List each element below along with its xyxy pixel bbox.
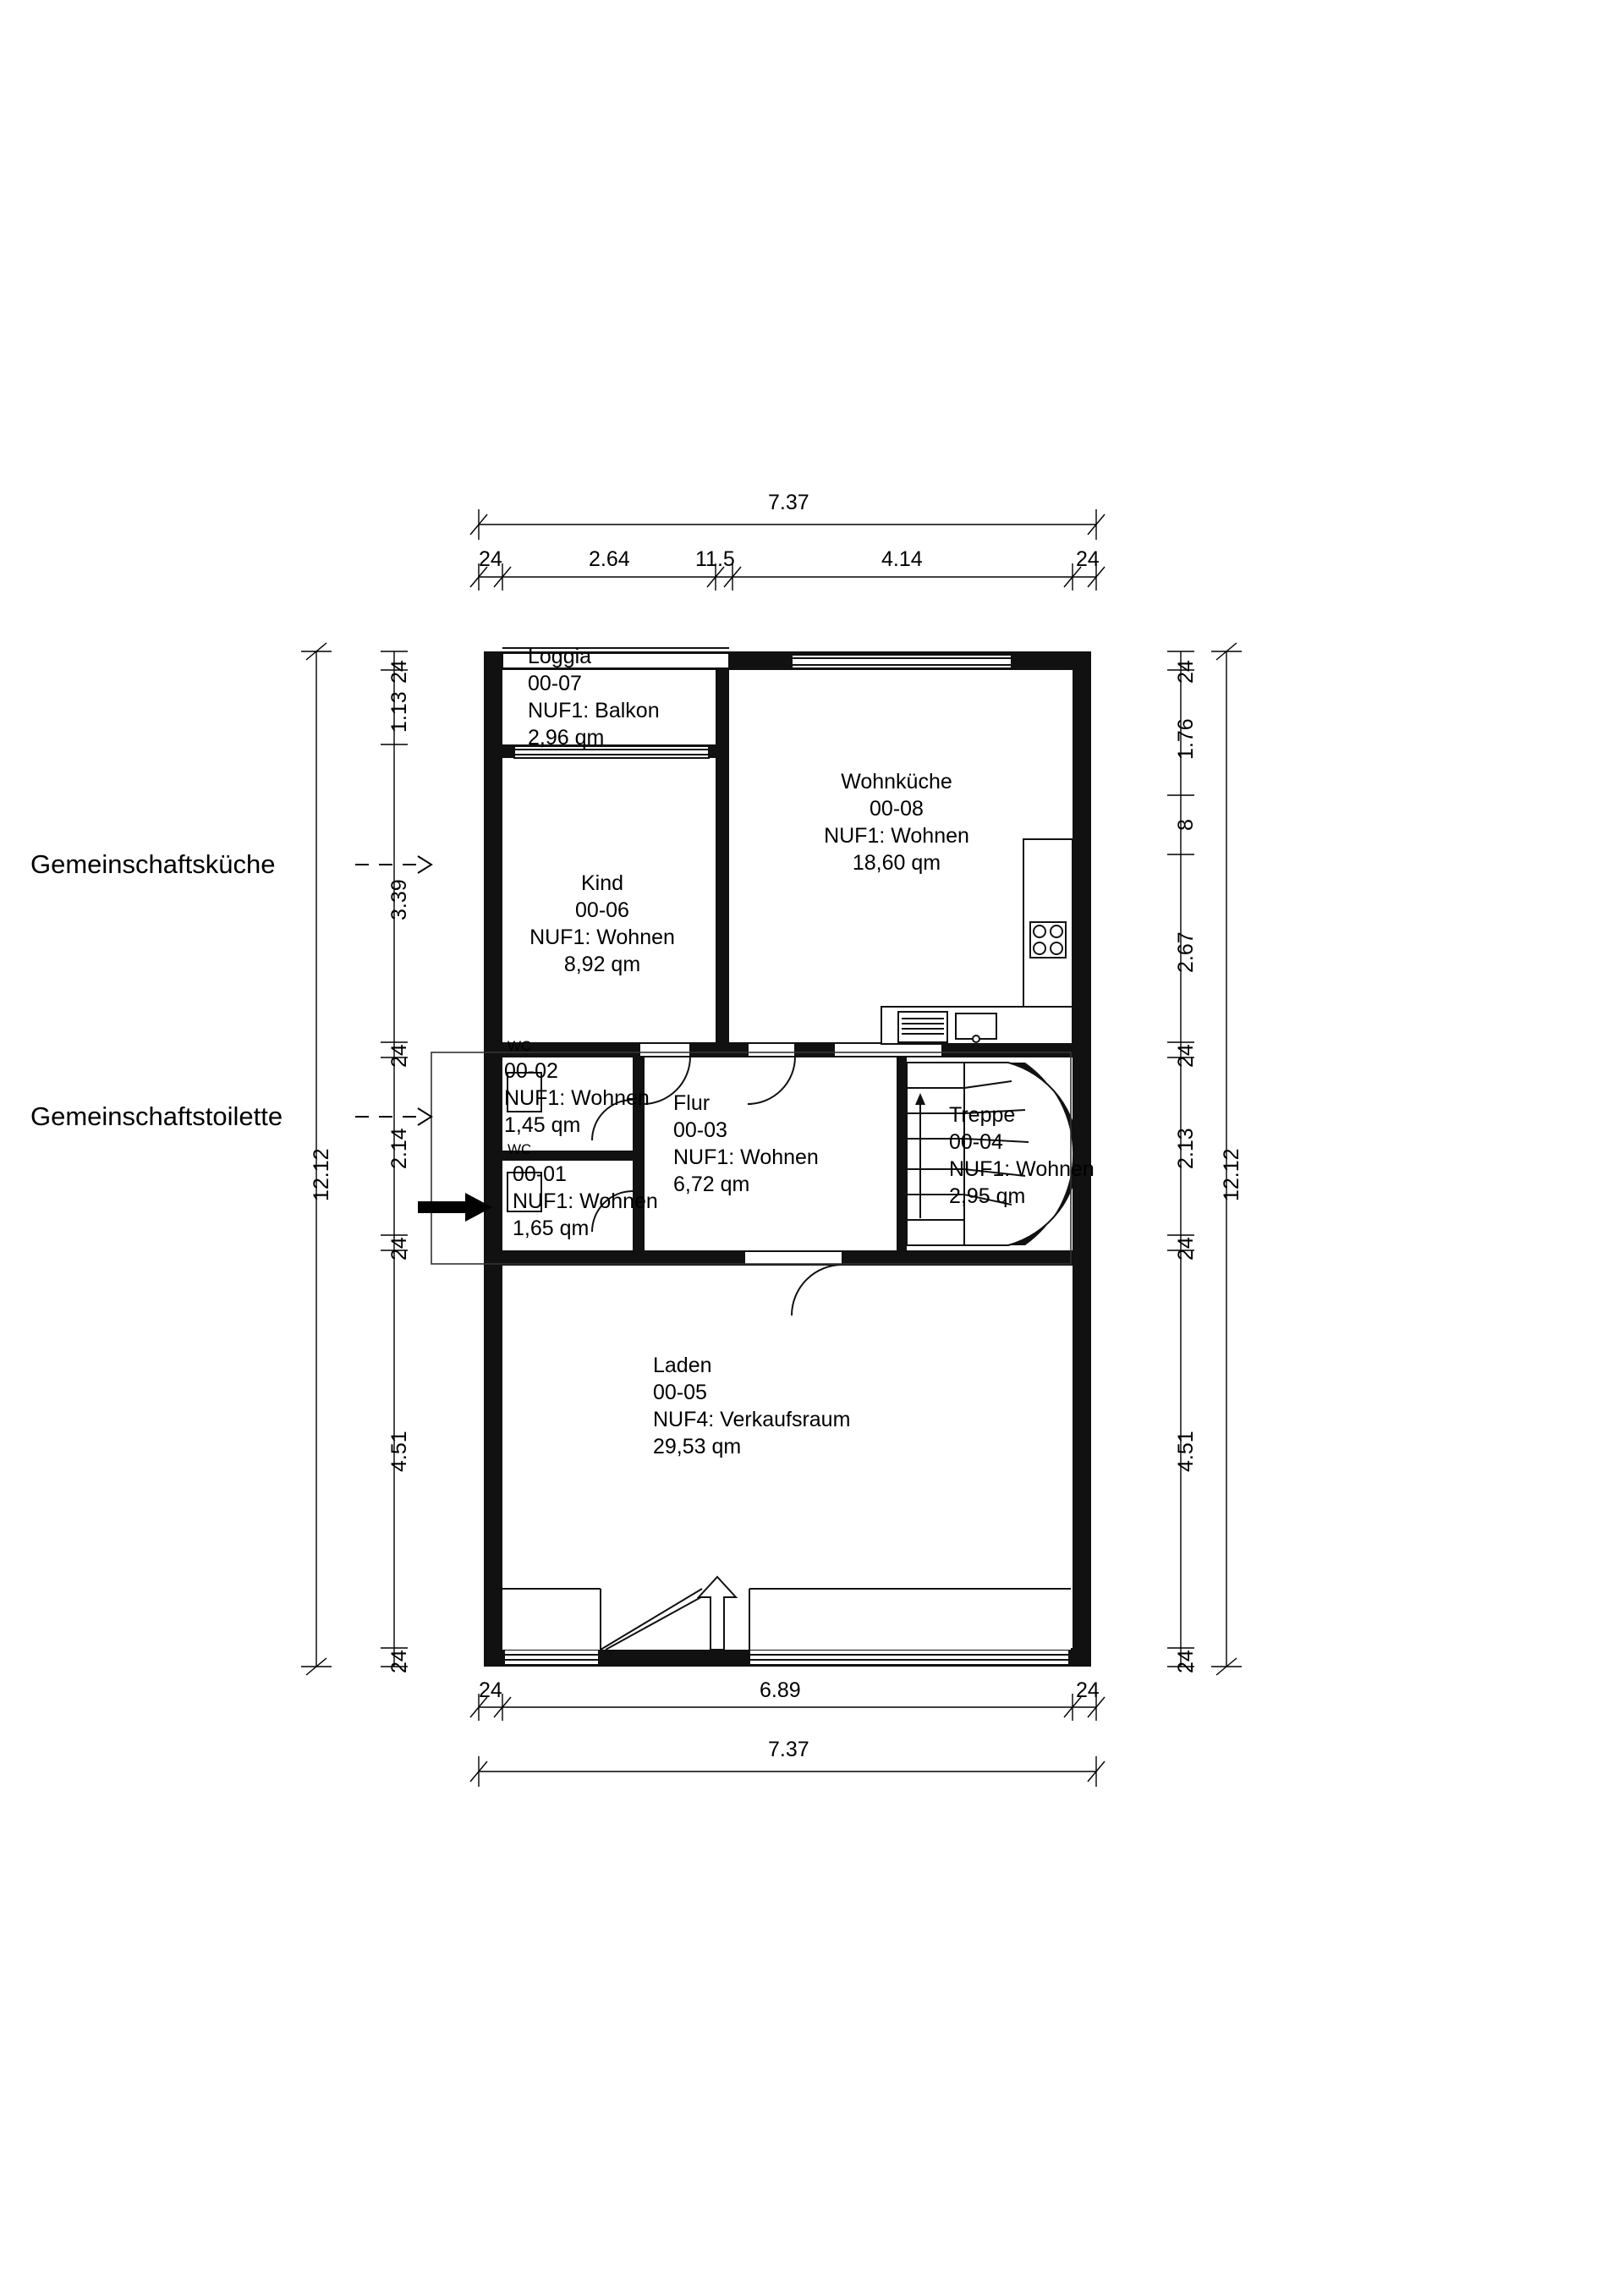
room-kind bbox=[475, 870, 729, 978]
room-flur-usage: NUF1: Wohnen bbox=[673, 1145, 819, 1169]
dim-left-2: 1.13 bbox=[387, 691, 411, 733]
dim-right-1: 24 bbox=[1174, 660, 1198, 684]
room-wc02-number: 00-02 bbox=[504, 1059, 558, 1083]
room-flur-area: 6,72 qm bbox=[673, 1173, 750, 1196]
dim-top-4: 4.14 bbox=[881, 547, 923, 571]
room-wohnkueche-number: 00-08 bbox=[870, 797, 924, 821]
dim-right-2: 1.76 bbox=[1174, 718, 1198, 760]
dim-bottom-2: 6.89 bbox=[760, 1678, 801, 1702]
room-treppe-label: Treppe bbox=[949, 1103, 1016, 1127]
dim-right-3: 8 bbox=[1174, 819, 1198, 831]
room-kind-label: Kind bbox=[580, 871, 624, 895]
laden-entrance bbox=[502, 1577, 1071, 1650]
room-wc01-number: 00-01 bbox=[513, 1162, 567, 1186]
dim-right-8: 4.51 bbox=[1174, 1431, 1198, 1472]
dim-right-overall: 12.12 bbox=[1220, 1148, 1243, 1201]
room-wohnkueche-label: Wohnküche bbox=[841, 770, 952, 794]
dim-right-5: 24 bbox=[1174, 1044, 1198, 1068]
room-wc01-usage: NUF1: Wohnen bbox=[513, 1189, 658, 1213]
room-loggia-usage: NUF1: Balkon bbox=[528, 699, 660, 722]
room-loggia-area: 2,96 qm bbox=[528, 726, 605, 750]
dim-right-9: 24 bbox=[1174, 1650, 1198, 1673]
dim-left-4: 24 bbox=[387, 1044, 411, 1068]
entrance-arrow bbox=[418, 1193, 492, 1222]
room-flur-label: Flur bbox=[673, 1091, 710, 1115]
room-laden-number: 00-05 bbox=[653, 1381, 707, 1404]
room-treppe-usage: NUF1: Wohnen bbox=[949, 1157, 1095, 1181]
room-treppe-number: 00-04 bbox=[949, 1130, 1003, 1154]
room-laden-label: Laden bbox=[653, 1354, 712, 1377]
dim-right-7: 24 bbox=[1174, 1237, 1198, 1261]
room-flur-number: 00-03 bbox=[673, 1118, 727, 1142]
room-wohnkueche-usage: NUF1: Wohnen bbox=[824, 824, 969, 848]
room-kind-area: 8,92 qm bbox=[563, 953, 641, 976]
room-laden-usage: NUF4: Verkaufsraum bbox=[653, 1408, 851, 1431]
room-treppe-area: 2,95 qm bbox=[949, 1184, 1026, 1208]
dim-right-6: 2.13 bbox=[1174, 1128, 1198, 1169]
dim-left-1: 24 bbox=[387, 660, 411, 684]
dim-left-5: 2.14 bbox=[387, 1128, 411, 1169]
room-flur bbox=[673, 1090, 819, 1198]
dim-top-5: 24 bbox=[1076, 547, 1100, 571]
room-wohnkueche-area: 18,60 qm bbox=[852, 851, 941, 875]
room-wc01 bbox=[513, 1161, 658, 1242]
dim-left-overall: 12.12 bbox=[310, 1148, 333, 1201]
room-loggia-number: 00-07 bbox=[528, 672, 582, 695]
room-laden bbox=[653, 1352, 850, 1460]
room-wohnkueche bbox=[744, 768, 1049, 876]
room-kind-number: 00-06 bbox=[575, 898, 629, 922]
dim-right-4: 2.67 bbox=[1174, 931, 1198, 973]
room-wc02-usage: NUF1: Wohnen bbox=[504, 1086, 650, 1110]
dim-left-6: 24 bbox=[387, 1237, 411, 1261]
dim-top-3: 11.5 bbox=[695, 547, 735, 571]
annotation-gemeinschaftskueche: Gemeinschaftsküche bbox=[30, 849, 276, 879]
dim-left-7: 4.51 bbox=[387, 1431, 411, 1472]
room-wc02-area: 1,45 qm bbox=[504, 1113, 581, 1137]
dim-bottom-3: 24 bbox=[1076, 1678, 1100, 1702]
room-wc01-label: WC bbox=[508, 1141, 532, 1157]
dim-top-overall: 7.37 bbox=[768, 491, 809, 514]
room-loggia bbox=[528, 643, 660, 751]
dim-bottom-1: 24 bbox=[479, 1678, 502, 1702]
dim-top-1: 24 bbox=[479, 547, 502, 571]
room-treppe bbox=[949, 1101, 1095, 1210]
room-wc02 bbox=[504, 1057, 650, 1139]
dim-bottom-overall: 7.37 bbox=[768, 1738, 809, 1761]
room-loggia-label: Loggia bbox=[528, 645, 592, 668]
dim-left-3: 3.39 bbox=[387, 879, 411, 920]
dim-left-8: 24 bbox=[387, 1650, 411, 1673]
room-wc01-area: 1,65 qm bbox=[513, 1217, 590, 1240]
annotation-gemeinschaftstoilette: Gemeinschaftstoilette bbox=[30, 1101, 283, 1131]
room-wc02-label: WC bbox=[508, 1038, 532, 1054]
room-laden-area: 29,53 qm bbox=[653, 1435, 742, 1458]
dim-top-2: 2.64 bbox=[589, 547, 630, 571]
room-kind-usage: NUF1: Wohnen bbox=[529, 926, 675, 949]
